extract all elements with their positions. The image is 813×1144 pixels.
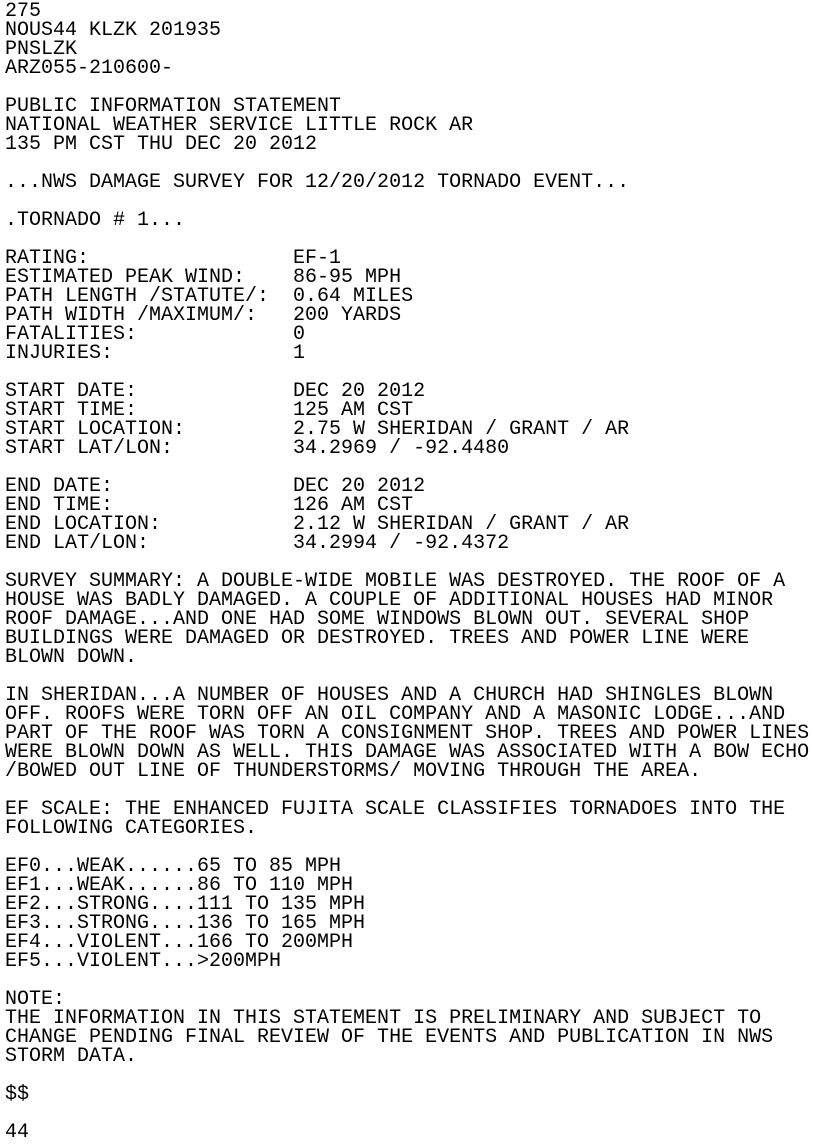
text-line: EF2...STRONG....111 TO 135 MPH <box>5 893 366 916</box>
text-line: PART OF THE ROOF WAS TORN A CONSIGNMENT SHOP. TREES AND POWER LINES <box>5 722 810 745</box>
text-line: 275 <box>5 0 42 23</box>
text-line: $$ <box>5 1083 30 1106</box>
blank-line <box>5 971 809 990</box>
text-line: NOTE: <box>5 988 66 1011</box>
text-line: EF4...VIOLENT...166 TO 200MPH <box>5 931 354 954</box>
text-line: FATALITIES: 0 <box>5 323 306 346</box>
text-line: START DATE: DEC 20 2012 <box>5 380 426 403</box>
text-line: EF5...VIOLENT...>200MPH <box>5 950 282 973</box>
text-line: .TORNADO # 1... <box>5 209 186 232</box>
text-line: EF1...WEAK......86 TO 110 MPH <box>5 874 354 897</box>
text-line: EF3...STRONG....136 TO 165 MPH <box>5 912 366 935</box>
text-line: HOUSE WAS BADLY DAMAGED. A COUPLE OF ADDITIONAL HOUSES HAD MINOR <box>5 589 774 612</box>
text-line: 44 <box>5 1121 30 1144</box>
text-line: RATING: EF-1 <box>5 247 342 270</box>
blank-line <box>5 1104 809 1123</box>
text-line: EF0...WEAK......65 TO 85 MPH <box>5 855 342 878</box>
text-line: WERE BLOWN DOWN AS WELL. THIS DAMAGE WAS ASSOCIATED WITH A BOW ECHO <box>5 741 810 764</box>
text-line: ARZ055-210600- <box>5 57 174 80</box>
text-line: OFF. ROOFS WERE TORN OFF AN OIL COMPANY AND A MASONIC LODGE...AND <box>5 703 786 726</box>
text-line: END TIME: 126 AM CST <box>5 494 414 517</box>
text-line: FOLLOWING CATEGORIES. <box>5 817 258 840</box>
text-line: START LOCATION: 2.75 W SHERIDAN / GRANT / AR <box>5 418 630 441</box>
text-line: END DATE: DEC 20 2012 <box>5 475 426 498</box>
text-line: PATH LENGTH /STATUTE/: 0.64 MILES <box>5 285 414 308</box>
statement-text <box>5 2 809 1142</box>
text-line: BLOWN DOWN. <box>5 646 138 669</box>
text-line: /BOWED OUT LINE OF THUNDERSTORMS/ MOVING THROUGH THE AREA. <box>5 760 702 783</box>
text-line: PATH WIDTH /MAXIMUM/: 200 YARDS <box>5 304 402 327</box>
text-line: ...NWS DAMAGE SURVEY FOR 12/20/2012 TORNADO EVENT... <box>5 171 630 194</box>
text-line: END LAT/LON: 34.2994 / -92.4372 <box>5 532 510 555</box>
text-line: CHANGE PENDING FINAL REVIEW OF THE EVENTS AND PUBLICATION IN NWS <box>5 1026 774 1049</box>
text-line: 135 PM CST THU DEC 20 2012 <box>5 133 318 156</box>
text-line: PUBLIC INFORMATION STATEMENT <box>5 95 342 118</box>
blank-line <box>5 1066 809 1085</box>
text-line: THE INFORMATION IN THIS STATEMENT IS PRELIMINARY AND SUBJECT TO <box>5 1007 762 1030</box>
text-line: ESTIMATED PEAK WIND: 86-95 MPH <box>5 266 402 289</box>
text-line: NOUS44 KLZK 201935 <box>5 19 222 42</box>
text-line: NATIONAL WEATHER SERVICE LITTLE ROCK AR <box>5 114 474 137</box>
text-line: EF SCALE: THE ENHANCED FUJITA SCALE CLASSIFIES TORNADOES INTO THE <box>5 798 786 821</box>
text-line: STORM DATA. <box>5 1045 138 1068</box>
text-line: INJURIES: 1 <box>5 342 306 365</box>
text-line: END LOCATION: 2.12 W SHERIDAN / GRANT / AR <box>5 513 630 536</box>
text-line: START TIME: 125 AM CST <box>5 399 414 422</box>
text-line: PNSLZK <box>5 38 78 61</box>
text-line: IN SHERIDAN...A NUMBER OF HOUSES AND A CHURCH HAD SHINGLES BLOWN <box>5 684 774 707</box>
text-line: BUILDINGS WERE DAMAGED OR DESTROYED. TREES AND POWER LINE WERE <box>5 627 750 650</box>
text-line: START LAT/LON: 34.2969 / -92.4480 <box>5 437 510 460</box>
text-line: SURVEY SUMMARY: A DOUBLE-WIDE MOBILE WAS DESTROYED. THE ROOF OF A <box>5 570 786 593</box>
text-line: ROOF DAMAGE...AND ONE HAD SOME WINDOWS BLOWN OUT. SEVERAL SHOP <box>5 608 750 631</box>
